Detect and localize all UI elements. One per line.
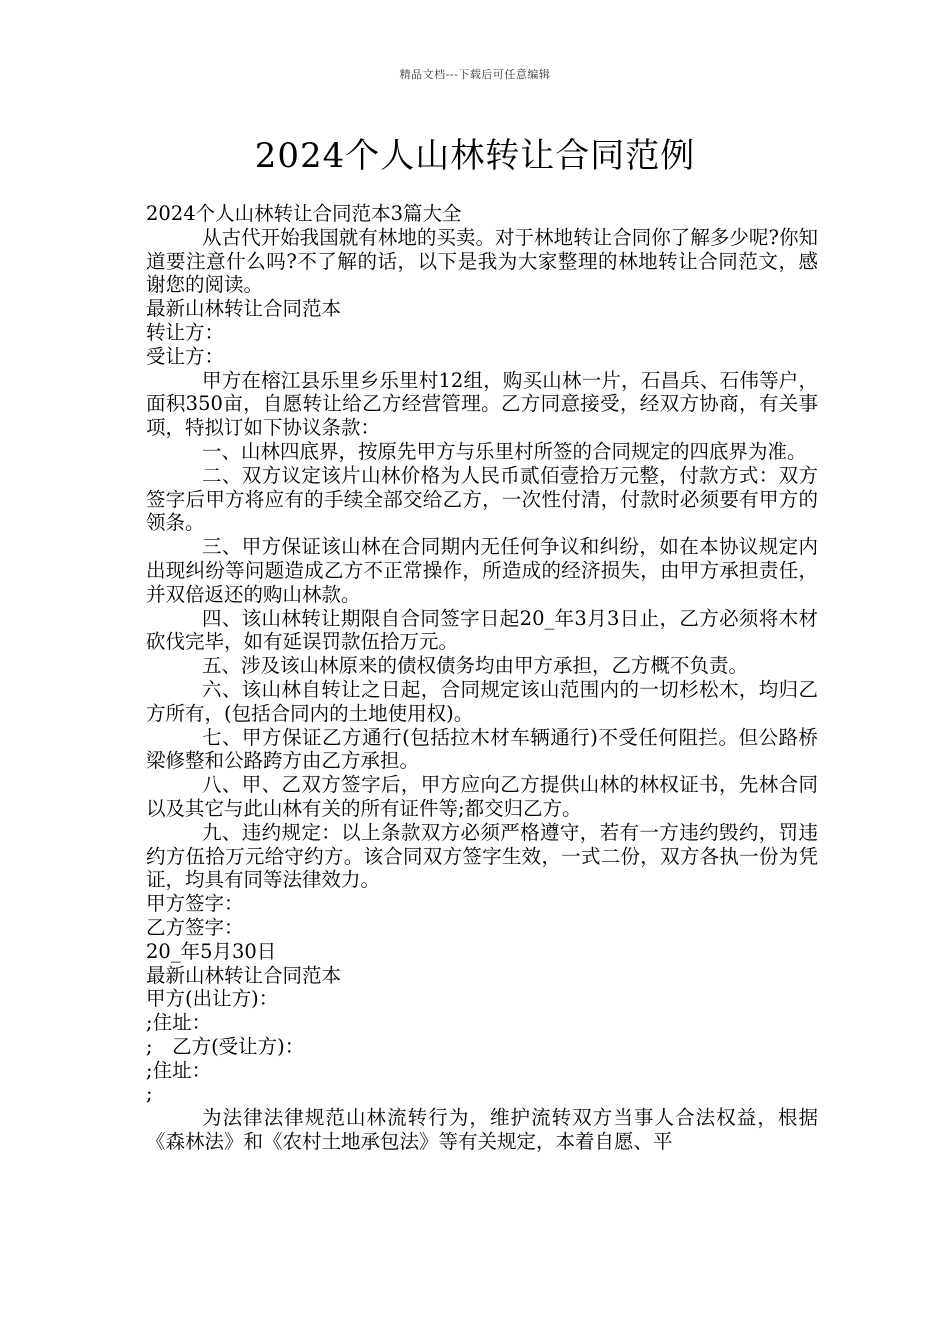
clause-1: 一、山林四底界，按原先甲方与乐里村所签的合同规定的四底界为准。 — [202, 439, 807, 463]
party-b-address: ;住址： — [146, 1058, 212, 1082]
clause-9: 九、违约规定：以上条款双方必须严格遵守，若有一方违约毁约，罚违约方伍拾万元给守约方。该合同双方签字生效，一式二份，双方各执一份为凭证，均具有同等法律效力。 — [146, 820, 818, 892]
section-heading-2: 最新山林转让合同范本 — [146, 963, 342, 987]
clause-4: 四、该山林转让期限自合同签字日起20_年3月3日止，乙方必须将木材砍伐完毕，如有延误罚款伍拾万元。 — [146, 606, 818, 654]
subtitle-line: 2024个人山林转让合同范本3篇大全 — [146, 202, 462, 225]
party-a-label: 甲方(出让方)： — [146, 987, 279, 1011]
section-heading: 最新山林转让合同范本 — [146, 297, 342, 321]
party-b-signature: 乙方签字： — [146, 915, 244, 939]
document-title: 2024个人山林转让合同范例 — [254, 136, 696, 176]
party-a-signature: 甲方签字： — [146, 892, 244, 916]
party-a-address: ;住址： — [146, 1011, 212, 1035]
party-b-label: ; 乙方(受让方)： — [146, 1034, 305, 1058]
transferee-label: 受让方： — [146, 344, 225, 368]
intro-paragraph: 从古代开始我国就有林地的买卖。对于林地转让合同你了解多少呢?你知道要注意什么吗?不了解的话，以下是我为大家整理的林地转让合同范文，感谢您的阅读。 — [146, 225, 818, 297]
transferor-label: 转让方： — [146, 320, 225, 344]
contract-preamble: 甲方在榕江县乐里乡乐里村12组，购买山林一片，石昌兵、石伟等户，面积350亩，自愿转让给乙方经营管理。乙方同意接受，经双方协商，有关事项，特拟订如下协议条款： — [146, 368, 818, 440]
blank-line: ; — [146, 1082, 153, 1106]
clause-6: 六、该山林自转让之日起，合同规定该山范围内的一切杉松木，均归乙方所有，(包括合同内的土地使用权)。 — [146, 677, 818, 725]
clause-2: 二、双方议定该片山林价格为人民币贰佰壹拾万元整，付款方式：双方签字后甲方将应有的手续全部交给乙方，一次性付清，付款时必须要有甲方的领条。 — [146, 463, 818, 535]
signing-date: 20_年5月30日 — [146, 939, 277, 963]
document-body — [146, 202, 818, 1154]
clause-7: 七、甲方保证乙方通行(包括拉木材车辆通行)不受任何阻拦。但公路桥梁修整和公路跨方由乙方承担。 — [146, 725, 818, 773]
clause-5: 五、涉及该山林原来的债权债务均由甲方承担，乙方概不负责。 — [202, 654, 749, 678]
clause-8: 八、甲、乙双方签字后，甲方应向乙方提供山林的林权证书，先林合同以及其它与此山林有关的所有证件等;都交归乙方。 — [146, 773, 818, 820]
clause-3: 三、甲方保证该山林在合同期内无任何争议和纠纷，如在本协议规定内出现纠纷等问题造成乙方不正常操作，所造成的经济损失，由甲方承担责任，并双倍返还的购山林款。 — [146, 535, 818, 606]
header-note: 精品文档---下载后可任意编辑 — [399, 68, 551, 81]
contract-2-preamble: 为法律法律规范山林流转行为，维护流转双方当事人合法权益，根据《森林法》和《农村土地承包法》等有关规定，本着自愿、平 — [146, 1106, 818, 1154]
